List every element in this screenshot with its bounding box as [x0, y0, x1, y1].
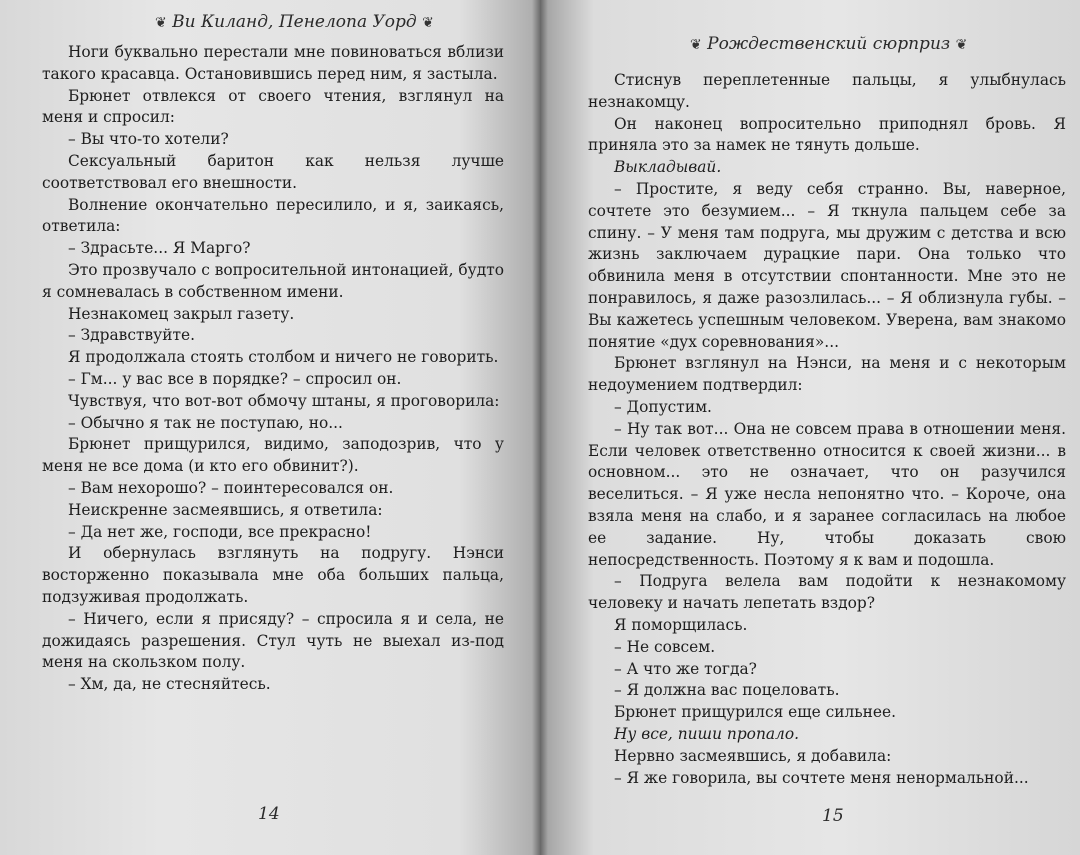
paragraph: Брюнет прищурился еще сильнее. — [614, 703, 896, 722]
paragraph: – Не совсем. — [614, 637, 716, 656]
paragraph: – Ну так вот... Она не совсем права в отношении меня. Если человек ответственно относится к своей жизни... в основном... это не означает, что он разучился веселиться. – Я уже несла непонятно что. – Короче, она взяла меня на слабо, и я заранее согласилась на любое ее задание. Ну, чтобы доказать свою непосредственность. Поэтому я к вам и подошла. — [588, 419, 1066, 569]
book-gutter — [532, 0, 548, 855]
paragraph: Чувствуя, что вот-вот обмочу штаны, я проговорила: — [68, 391, 500, 410]
paragraph: – Вам нехорошо? – поинтересовался он. — [68, 478, 394, 497]
paragraph: Брюнет прищурился, видимо, заподозрив, что у меня не все дома (и кто его обвинит?). — [42, 435, 504, 476]
paragraph: Волнение окончательно пересилило, и я, заикаясь, ответила: — [42, 195, 504, 236]
paragraph: – Я же говорила, вы сочтете меня ненормальной... — [614, 768, 1029, 787]
book-title-text: Рождественский сюрприз — [707, 34, 951, 54]
running-head-authors — [155, 12, 434, 32]
paragraph: – Да нет же, господи, все прекрасно! — [68, 522, 372, 541]
paragraph: – А что же тогда? — [614, 659, 757, 678]
paragraph: – Гм... у вас все в порядке? – спросил он. — [68, 369, 402, 388]
running-head-title — [690, 34, 967, 54]
left-page-text — [42, 42, 504, 696]
paragraph: – Обычно я так не поступаю, но... — [68, 413, 343, 432]
paragraph: Брюнет отвлекся от своего чтения, взглянул на меня и спросил: — [42, 86, 504, 127]
paragraph: Я поморщилась. — [614, 615, 748, 634]
paragraph: – Я должна вас поцеловать. — [614, 681, 840, 700]
paragraph: Я продолжала стоять столбом и ничего не говорить. — [68, 348, 499, 367]
authors-text: Ви Киланд, Пенелопа Уорд — [172, 12, 417, 32]
paragraph: Это прозвучало с вопросительной интонацией, будто я сомневалась в собственном имени. — [42, 260, 504, 301]
ornament-icon: ❦ — [955, 37, 968, 53]
paragraph: Ноги буквально перестали мне повиноваться вблизи такого красавца. Остановившись перед ним, я застыла. — [42, 43, 504, 83]
ornament-icon: ❦ — [422, 15, 434, 31]
paragraph: И обернулась взглянуть на подругу. Нэнси восторженно показывала мне оба больших пальца, подзуживая продолжать. — [42, 544, 504, 606]
right-page — [540, 0, 1080, 855]
paragraph: – Допустим. — [614, 397, 712, 416]
paragraph: Неискренне засмеявшись, я ответила: — [68, 500, 383, 519]
paragraph: – Вы что-то хотели? — [68, 130, 229, 149]
paragraph: – Ничего, если я присяду? – спросила я и села, не дожидаясь разрешения. Стул чуть не выехал из-под меня на скользком полу. — [42, 609, 504, 672]
paragraph: Незнакомец закрыл газету. — [68, 304, 295, 323]
page-number: 14 — [258, 804, 280, 824]
paragraph: – Подруга велела вам подойти к незнакомому человеку и начать лепетать вздор? — [588, 572, 1066, 613]
right-page-text — [588, 70, 1066, 789]
ornament-icon: ❦ — [155, 15, 167, 31]
paragraph: – Здравствуйте. — [68, 326, 195, 345]
paragraph: Стиснув переплетенные пальцы, я улыбнулась незнакомцу. — [588, 71, 1066, 111]
paragraph: Брюнет взглянул на Нэнси, на меня и с некоторым недоумением подтвердил: — [588, 354, 1066, 395]
paragraph: – Хм, да, не стесняйтесь. — [68, 675, 271, 694]
paragraph: Сексуальный баритон как нельзя лучше соответствовал его внешности. — [42, 151, 504, 192]
paragraph: – Здрасьте... Я Марго? — [68, 239, 251, 258]
paragraph-italic-thought: Выкладывай. — [614, 158, 722, 177]
paragraph: Нервно засмеявшись, я добавила: — [614, 746, 892, 765]
page-number: 15 — [822, 806, 844, 826]
paragraph-italic-thought: Ну все, пиши пропало. — [614, 724, 799, 743]
ornament-icon: ❦ — [690, 37, 702, 53]
paragraph: – Простите, я веду себя странно. Вы, наверное, сочтете это безумием... – Я ткнула пальцем себе за спину. – У меня там подруга, мы дружим с детства и всю жизнь заключаем дурацкие пари. Она только что обвинила меня в отсутствии спонтанности. Мне это не понравилось, я даже разозлилась... – Я облизнула губы. – Вы кажетесь успешным человеком. Уверена, вам знакомо понятие «дух соревнования»... — [588, 179, 1066, 351]
paragraph: Он наконец вопросительно приподнял бровь. Я приняла это за намек не тянуть дольше. — [588, 114, 1066, 155]
